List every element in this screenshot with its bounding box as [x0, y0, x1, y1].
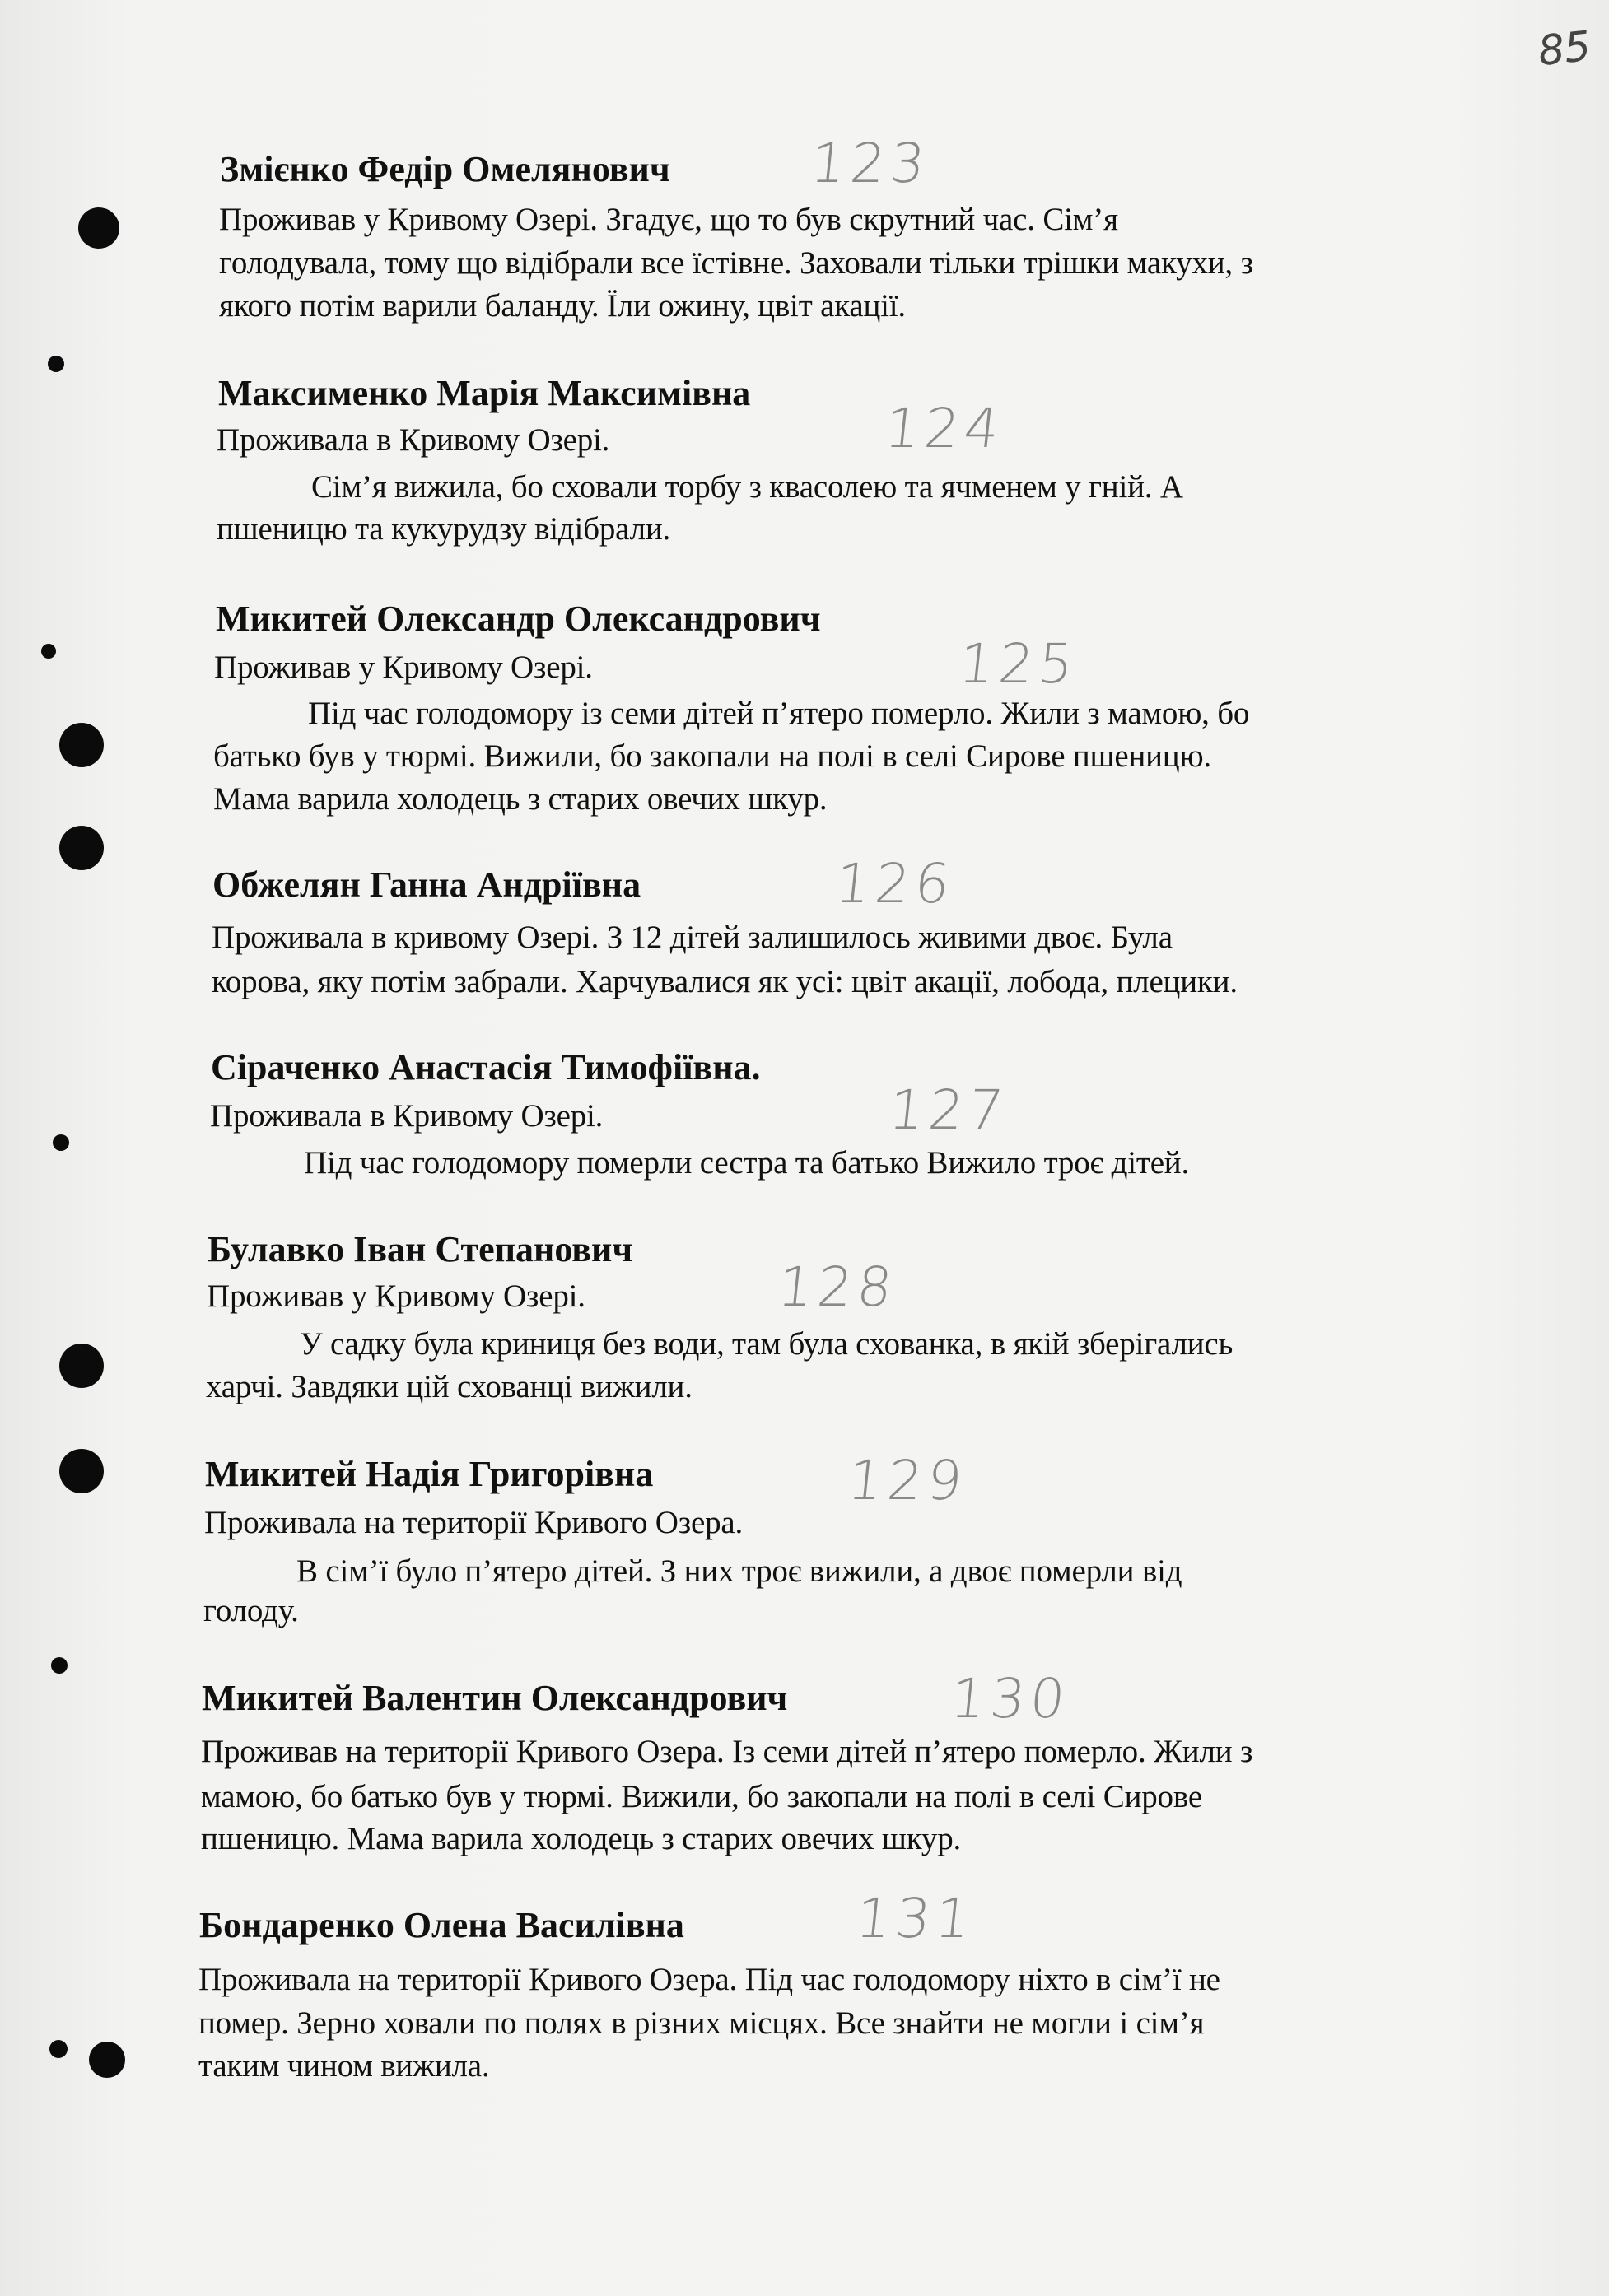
punch-dot — [51, 1657, 68, 1674]
entry-text-line: Проживала в Кривому Озері. — [217, 422, 610, 458]
handwritten-number: 131 — [852, 1887, 979, 1950]
handwritten-number: 123 — [807, 132, 934, 195]
person-name: Максименко Марія Максимівна — [218, 373, 751, 413]
entry-text-line: В сім’ї було п’ятеро дітей. З них троє вижили, а двоє померли від — [296, 1553, 1182, 1589]
handwritten-number: 126 — [832, 852, 958, 915]
handwritten-number: 128 — [774, 1255, 901, 1319]
page-number: 85 — [1536, 21, 1593, 76]
entry-text-line: Проживав на території Кривого Озера. Із семи дітей п’ятеро померло. Жили з — [201, 1734, 1253, 1769]
handwritten-number: 129 — [844, 1449, 971, 1512]
handwritten-number: 124 — [881, 397, 1008, 460]
entry-text-line: голодувала, тому що відібрали все їстівне. Заховали тільки трішки макухи, з — [219, 245, 1253, 281]
entry-text-line: Проживала на території Кривого Озера. Під час голодомору ніхто в сім’ї не — [198, 1962, 1220, 1997]
entry-text-line: У садку була криниця без води, там була схованка, в якій зберігались — [300, 1326, 1234, 1362]
entry-text-line: таким чином вижила. — [198, 2048, 490, 2084]
punch-hole — [59, 826, 104, 870]
entry-text-line: Мама варила холодець з старих овечих шкур. — [213, 781, 828, 817]
person-name: Змієнко Федір Омелянович — [220, 149, 670, 189]
entry-text-line: харчі. Завдяки цій схованці вижили. — [206, 1369, 693, 1404]
punch-hole — [59, 723, 104, 767]
person-name: Микитей Надія Григорівна — [205, 1454, 654, 1494]
person-name: Микитей Валентин Олександрович — [202, 1678, 788, 1718]
handwritten-number: 125 — [955, 632, 1082, 696]
entry-text-line: Проживала в кривому Озері. З 12 дітей залишилось живими двоє. Була — [212, 920, 1173, 955]
entry-text-line: батько був у тюрмі. Вижили, бо закопали на полі в селі Сирове пшеницю. — [213, 738, 1211, 774]
entry-text-line: Проживав у Кривому Озері. — [207, 1278, 585, 1314]
punch-hole — [59, 1449, 104, 1493]
entry-text-line: Проживала на території Кривого Озера. — [204, 1505, 744, 1540]
entry-text-line: голоду. — [203, 1593, 299, 1628]
punch-dot — [41, 644, 56, 659]
entry-text-line: Проживав у Кривому Озері. Згадує, що то був скрутний час. Сім’я — [219, 202, 1118, 237]
person-name: Обжелян Ганна Андріївна — [212, 864, 641, 905]
entry-text-line: Під час голодомору померли сестра та батько Вижило троє дітей. — [304, 1145, 1190, 1181]
entry-text-line: Проживав у Кривому Озері. — [214, 650, 593, 685]
handwritten-number: 130 — [947, 1667, 1074, 1730]
entry-text-line: якого потім варили баланду. Їли ожину, цвіт акації. — [219, 288, 906, 324]
punch-hole — [59, 1344, 104, 1388]
entry-text-line: Проживала в Кривому Озері. — [210, 1098, 604, 1134]
punch-dot — [49, 2040, 68, 2058]
punch-dot — [53, 1134, 69, 1151]
handwritten-number: 127 — [885, 1078, 1012, 1142]
person-name: Сіраченко Анастасія Тимофіївна. — [211, 1047, 761, 1087]
person-name: Бондаренко Олена Василівна — [199, 1905, 684, 1945]
entry-text-line: пшеницю. Мама варила холодець з старих овечих шкур. — [201, 1821, 962, 1856]
person-name: Булавко Іван Степанович — [208, 1229, 633, 1269]
entry-text-line: пшеницю та кукурудзу відібрали. — [217, 511, 671, 547]
punch-dot — [48, 356, 64, 372]
entry-text-line: корова, яку потім забрали. Харчувалися як усі: цвіт акації, лобода, плецики. — [212, 964, 1238, 999]
entry-text-line: Сім’я вижила, бо сховали торбу з квасолею та ячменем у гній. А — [311, 469, 1183, 505]
entry-text-line: мамою, бо батько був у тюрмі. Вижили, бо закопали на полі в селі Сирове — [201, 1779, 1202, 1814]
entry-text-line: Під час голодомору із семи дітей п’ятеро померло. Жили з мамою, бо — [308, 696, 1250, 731]
entry-text-line: помер. Зерно ховали по полях в різних місцях. Все знайти не могли і сім’я — [198, 2005, 1205, 2041]
punch-hole — [89, 2042, 125, 2078]
person-name: Микитей Олександр Олександрович — [216, 598, 821, 639]
punch-hole — [78, 207, 119, 249]
